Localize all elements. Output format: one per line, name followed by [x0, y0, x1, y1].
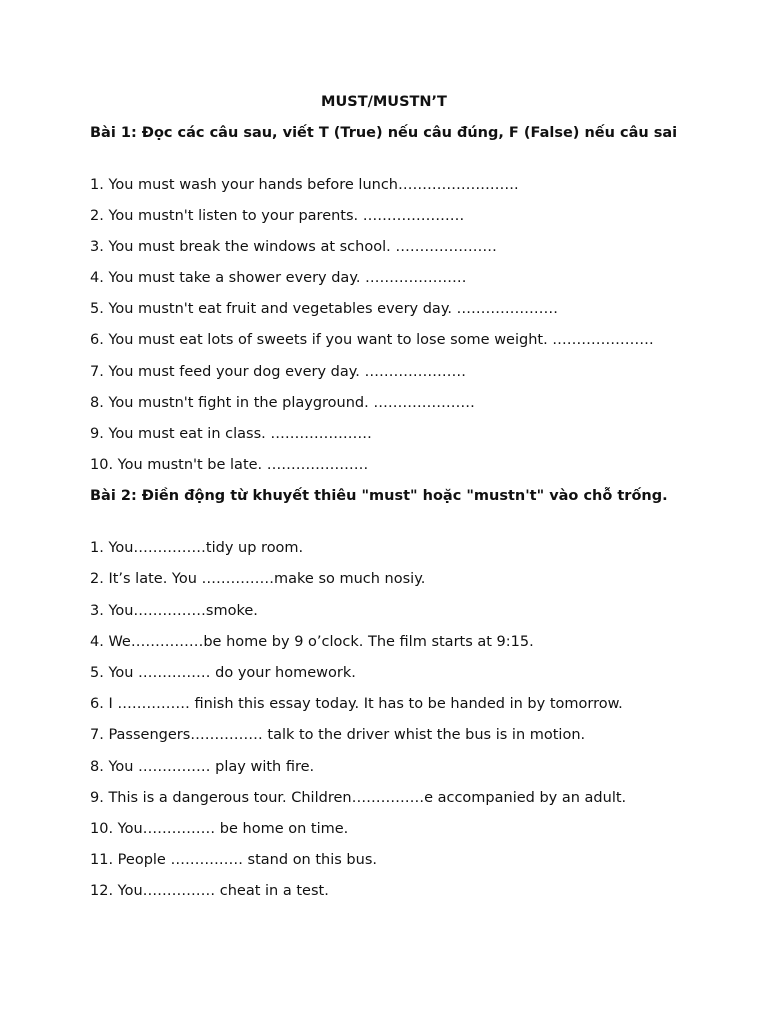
exercise-2-item-5: 5. You …………… do your homework.: [90, 665, 356, 681]
page-title: MUST/MUSTN’T: [321, 94, 447, 110]
exercise-2-item-3: 3. You……………smoke.: [90, 603, 258, 619]
exercise-2-item-8: 8. You …………… play with fire.: [90, 759, 315, 775]
exercise-1-item-9: 9. You must eat in class. …………………: [90, 426, 372, 442]
exercise-1-item-3: 3. You must break the windows at school. …………………: [90, 239, 497, 255]
exercise-2-item-11: 11. People …………… stand on this bus.: [90, 852, 377, 868]
exercise-1-item-6: 6. You must eat lots of sweets if you want to lose some weight. …………………: [90, 332, 654, 348]
exercise-1-item-7: 7. You must feed your dog every day. …………………: [90, 364, 466, 380]
exercise-1-heading: Bài 1: Đọc các câu sau, viết T (True) nếu câu đúng, F (False) nếu câu sai: [90, 125, 678, 141]
exercise-2-item-4: 4. We……………be home by 9 o’clock. The film starts at 9:15.: [90, 634, 534, 650]
exercise-2-item-7: 7. Passengers…………… talk to the driver whist the bus is in motion.: [90, 727, 586, 743]
exercise-2-heading: Bài 2: Điền động từ khuyết thiêu "must" hoặc "mustn't" vào chỗ trống.: [90, 488, 668, 504]
exercise-2-item-2: 2. It’s late. You ……………make so much nosiy.: [90, 571, 426, 587]
exercise-1-item-2: 2. You mustn't listen to your parents. …………………: [90, 208, 465, 224]
exercise-2-item-10: 10. You…………… be home on time.: [90, 821, 349, 837]
exercise-1-item-1: 1. You must wash your hands before lunch…………………….: [90, 177, 519, 193]
exercise-1-item-8: 8. You mustn't fight in the playground. …………………: [90, 395, 475, 411]
exercise-2-item-12: 12. You…………… cheat in a test.: [90, 883, 329, 899]
exercise-2-item-6: 6. I …………… finish this essay today. It has to be handed in by tomorrow.: [90, 696, 623, 712]
exercise-1-item-5: 5. You mustn't eat fruit and vegetables every day. …………………: [90, 301, 559, 317]
exercise-2-item-1: 1. You……………tidy up room.: [90, 540, 304, 556]
exercise-1-item-10: 10. You mustn't be late. …………………: [90, 457, 369, 473]
exercise-2-item-9: 9. This is a dangerous tour. Children……………e accompanied by an adult.: [90, 790, 627, 806]
exercise-1-item-4: 4. You must take a shower every day. …………………: [90, 270, 467, 286]
